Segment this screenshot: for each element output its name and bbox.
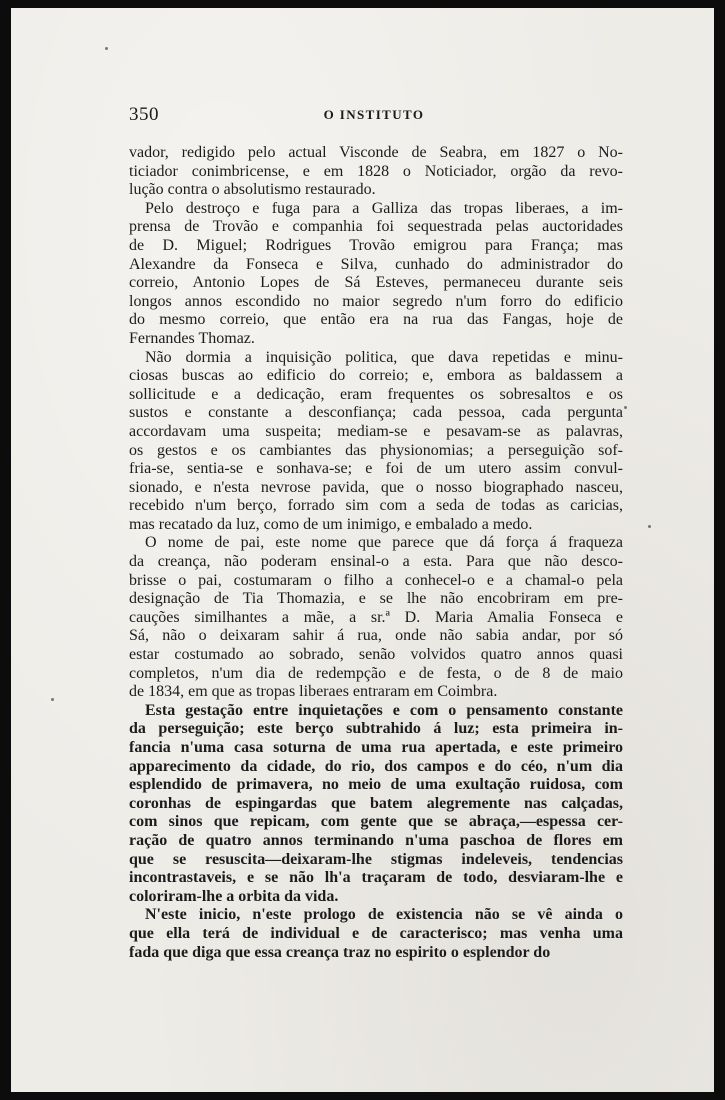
text-line: designação de Tia Thomazia, e se lhe não encobriram em pre- xyxy=(129,590,623,608)
text-line: sollicitude e a dedicação, eram frequentes os sobresaltos e os xyxy=(129,385,623,403)
print-speck xyxy=(648,525,651,528)
text-line: Fernandes Thomaz. xyxy=(129,329,255,347)
text-line: coloriram-lhe a orbita da vida. xyxy=(129,887,339,905)
text-line: longos annos escondido no maior segredo n'um forro do edificio xyxy=(129,292,623,310)
text-line: sionado, e n'esta nevrose pavida, que o nosso biographado nasceu, xyxy=(129,478,623,496)
text-line: ticiador conimbricense, e em 1828 o Noticiador, orgão da revo- xyxy=(129,162,623,180)
text-line: correio, Antonio Lopes de Sá Esteves, permaneceu durante seis xyxy=(129,274,623,292)
book-page xyxy=(11,8,714,1092)
text-line: os gestos e os cambiantes das physionomias; a perseguição sof- xyxy=(129,441,623,459)
paragraph xyxy=(129,144,623,200)
text-line: da perseguição; este berço subtrahido á luz; esta primeira in- xyxy=(129,720,623,738)
body-text xyxy=(129,144,623,962)
text-line: ciosas buscas ao edificio do correio; e, embora as baldassem a xyxy=(129,367,623,385)
text-line: de D. Miguel; Rodrigues Trovão emigrou para França; mas xyxy=(129,236,623,254)
text-line: Esta gestação entre inquietações e com o pensamento constante xyxy=(145,701,623,719)
paragraph xyxy=(129,534,623,701)
text-line: que ella terá de individual e de caracterisco; mas venha uma xyxy=(129,924,623,942)
text-line: accordavam uma suspeita; mediam-se e pesavam-se as palavras, xyxy=(129,422,623,440)
print-speck xyxy=(624,406,627,409)
paragraph xyxy=(129,349,623,535)
text-line: Não dormia a inquisição politica, que dava repetidas e minu- xyxy=(145,348,623,366)
text-line: fancia n'uma casa soturna de uma rua apertada, e este primeiro xyxy=(129,739,623,756)
text-line: fria-se, sentia-se e sonhava-se; e foi de um utero assim convul- xyxy=(129,460,623,478)
page-number: 350 xyxy=(129,104,159,125)
text-line: que se resuscita—deixaram-lhe stigmas indeleveis, tendencias xyxy=(129,850,623,868)
running-title: O INSTITUTO xyxy=(323,107,425,122)
text-line: completos, n'um dia de redempção e de festa, o de 8 de maio xyxy=(129,664,623,682)
text-line: do mesmo correio, que então era na rua das Fangas, hoje de xyxy=(129,311,623,329)
text-line: sustos e constante a desconfiança; cada pessoa, cada pergunta xyxy=(129,404,623,422)
text-line: com sinos que repicam, com gente que se abraça,—espessa cer- xyxy=(129,813,623,831)
text-line: apparecimento da cidade, do rio, dos campos e do céo, n'um dia xyxy=(129,757,623,775)
text-line: prensa de Trovão e companhia foi sequestrada pelas auctoridades xyxy=(129,218,623,236)
text-line: da creança, não poderam ensinal-o a esta. Para que não desco- xyxy=(129,553,623,571)
text-line: fada que diga que essa creança traz no espirito o esplendor do xyxy=(129,943,551,961)
text-line: lução contra o absolutismo restaurado. xyxy=(129,181,376,199)
text-line: cauções similhantes a mãe, a sr.ª D. Maria Amalia Fonseca e xyxy=(129,608,623,626)
text-line: ração de quatro annos terminando n'uma paschoa de flores em xyxy=(129,831,623,849)
text-line: mas recatado da luz, como de um inimigo, e embalado a medo. xyxy=(129,515,533,533)
text-line: vador, redigido pelo actual Visconde de Seabra, em 1827 o No- xyxy=(129,144,623,161)
text-line: de 1834, em que as tropas liberaes entraram em Coimbra. xyxy=(129,683,498,701)
paragraph xyxy=(129,200,623,349)
text-line: Pelo destroço e fuga para a Galliza das tropas liberaes, a im- xyxy=(145,199,623,217)
text-line: recebido n'um berço, forrado sim com a seda de todas as caricias, xyxy=(129,497,623,515)
text-line: O nome de pai, este nome que parece que dá força á fraqueza xyxy=(145,534,623,552)
paragraph xyxy=(129,702,623,907)
text-line: Sá, não o deixaram sahir á rua, onde não sabia andar, por só xyxy=(129,627,623,645)
print-speck xyxy=(105,47,108,50)
text-line: Alexandre da Fonseca e Silva, cunhado do administrador do xyxy=(129,255,623,273)
text-line: incontrastaveis, e se não lh'a traçaram de todo, desviaram-lhe e xyxy=(129,869,623,887)
text-line: N'este inicio, n'este prologo de existencia não se vê ainda o xyxy=(145,906,623,924)
page-header xyxy=(129,104,619,128)
print-speck xyxy=(51,698,54,701)
paragraph xyxy=(129,906,623,962)
text-line: coronhas de espingardas que batem alegremente nas calçadas, xyxy=(129,794,623,812)
text-line: esplendido de primavera, no meio de uma exultação ruidosa, com xyxy=(129,776,623,794)
text-line: estar costumado ao sobrado, senão volvidos quatro annos quasi xyxy=(129,646,623,664)
text-line: brisse o pai, costumaram o filho a conhecel-o e a chamal-o pela xyxy=(129,571,623,589)
